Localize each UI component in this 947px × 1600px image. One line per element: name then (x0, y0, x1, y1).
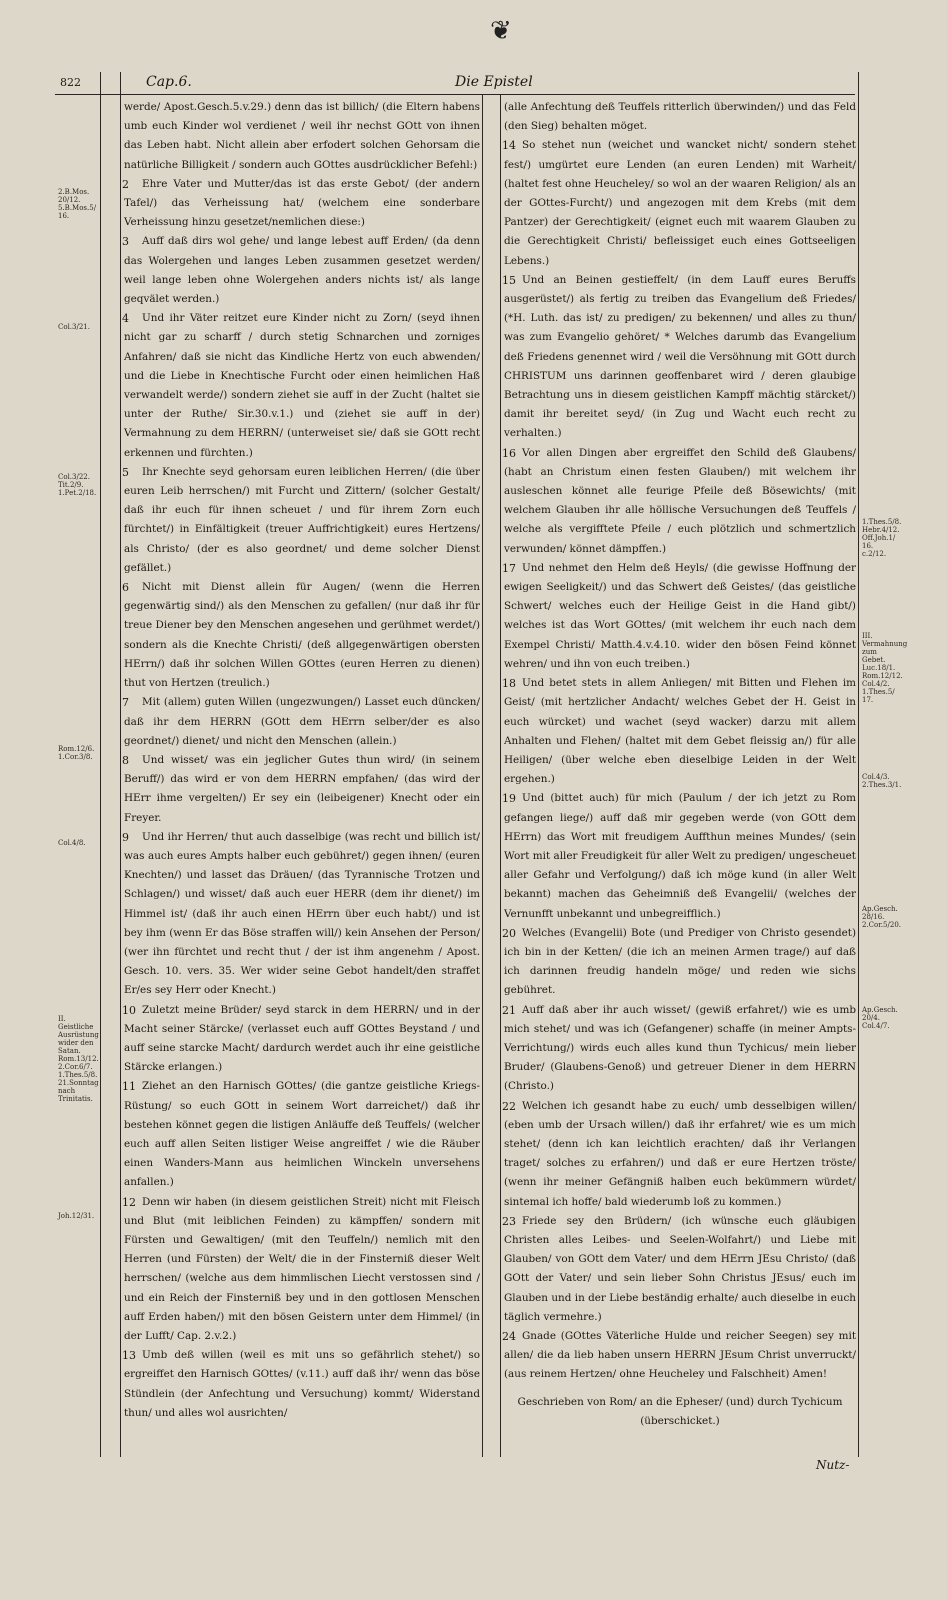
verse-paragraph (124, 578, 480, 693)
verse-number: 3 (122, 235, 129, 249)
verse-paragraph (124, 751, 480, 828)
running-title: Die Epistel (455, 74, 533, 90)
margin-note: Joh.12/31. (58, 1212, 95, 1220)
margin-note: Ap.Gesch. 20/4. Col.4/7. (862, 1006, 898, 1030)
verse-paragraph (124, 693, 480, 751)
verse-text: Ziehet an den Harnisch GOttes/ (die gantze geistliche Kriegs-Rüstung/ so euch GOtt in seinem Wort darreichet/) daß ihr bestehen könnet gegen die listigen Anläuffe deß Teuffels/ (welcher euch auff allen Seiten listiger Weise angreiffet / wie die Räuber einen Wanders-Mann aus heimlichen Winckeln unversehens anfallen.) (124, 1080, 480, 1189)
verse-text: Ehre Vater und Mutter/das ist das erste Gebot/ (der andern Tafel/) das Verheissung hat/ (welchem eine sonderbare Verheissung hinzu gesetzet/nemlichen diese:) (124, 177, 480, 229)
verse-number: 11 (122, 1080, 136, 1094)
verse-text: (alle Anfechtung deß Teuffels ritterlich überwinden/) und das Feld (den Sieg) behalten möget. (504, 101, 856, 133)
margin-note: Col.3/22. Tit.2/9. 1.Pet.2/18. (58, 473, 97, 497)
verse-text: Mit (allem) guten Willen (ungezwungen/) Lasset euch düncken/ daß ihr dem HERRN (GOtt dem HErrn selber/der es also geordnet/) dienet/ und nicht den Menschen (allein.) (124, 696, 480, 747)
verse-paragraph (504, 1212, 856, 1327)
verse-paragraph (504, 674, 856, 789)
margin-note: Col.3/21. (58, 323, 90, 331)
margin-note: Col.4/8. (58, 839, 86, 847)
page-number: 822 (60, 76, 81, 89)
header-rule (55, 94, 855, 95)
verse-number: 10 (122, 1003, 136, 1017)
verse-text: Friede sey den Brüdern/ (ich wünsche euch gläubigen Christen alles Leibes- und Seelen-Wolfahrt/) und Liebe mit Glauben/ von GOtt dem Vater/ und dem HErrn JEsu Christo/ (daß GOtt der Vater/ und sein lieber Sohn Christus JEsus/ euch im Glauben und in der Liebe beständig erhalte/ auch dieselbe in euch täglich vermehre.) (504, 1214, 856, 1323)
verse-paragraph (124, 463, 480, 578)
verse-number: 16 (502, 446, 516, 460)
verse-number: 4 (122, 312, 129, 326)
verse-paragraph (504, 559, 856, 674)
verse-number: 14 (502, 139, 516, 153)
verse-text: Und nehmet den Helm deß Heyls/ (die gewisse Hoffnung der ewigen Seeligkeit/) und das Schwert deß Geistes/ (das geistliche Schwert/ welches euch der Heilige Geist in die Hand gibt/) welches ist das Wort GOttes/ (mit welchem ihr euch nach dem Exempel Christi/ Matth.4.v.4.10. wider den bösen Feind könnet wehren/ und ihn von euch treiben.) (504, 561, 856, 670)
verse-paragraph (124, 309, 480, 463)
right-margin-rule (858, 72, 859, 1457)
verse-paragraph (504, 1097, 856, 1212)
verse-number: 8 (122, 753, 129, 767)
verse-number: 7 (122, 696, 129, 710)
verse-number: 9 (122, 830, 129, 844)
center-rule-a (482, 94, 483, 1457)
verse-paragraph (124, 175, 480, 233)
margin-note: II. Geistliche Ausrüstung wider den Satan. Rom.13/12. 2.Cor.6/7. 1.Thes.5/8. 21.Sonntag nach Trinitatis. (58, 1015, 99, 1103)
verse-number: 15 (502, 273, 516, 287)
verse-number: 23 (502, 1214, 516, 1228)
verse-number: 18 (502, 677, 516, 691)
center-rule-b (500, 94, 501, 1457)
verse-text: Umb deß willen (weil es mit uns so gefährlich stehet/) so ergreiffet den Harnisch GOttes/ (v.11.) auff daß ihr/ wenn das böse Stündlein (der Anfechtung und Versuchung) kommt/ Widerstand thun/ und alles wol ausrichten/ (124, 1349, 480, 1419)
verse-number: 17 (502, 561, 516, 575)
verse-number: 21 (502, 1003, 516, 1017)
verse-number: 12 (122, 1195, 136, 1209)
colophon: Geschrieben von Rom/ an die Epheser/ (und) durch Tychicum (überschicket.) (517, 1395, 843, 1427)
verse-text: Gnade (GOttes Väterliche Hulde und reicher Seegen) sey mit allen/ die da lieb haben unsern HERRN JEsum Christ unverruckt/ (aus reinem Hertzen/ ohne Heucheley und Falschheit) Amen! (504, 1330, 856, 1381)
margin-note: 2.B.Mos. 20/12. 5.B.Mos.5/ 16. (58, 188, 97, 220)
verse-text: Auff daß aber ihr auch wisset/ (gewiß erfahret/) wie es umb mich stehet/ und was ich (Gefangener) schaffe (in meiner Ampts-Verrichtung/) wirds euch alles kund thun Tychicus/ mein lieber Bruder/ (Glaubens-Genoß) und getreuer Diener in dem HERRN (Christo.) (504, 1003, 856, 1093)
verse-text: So stehet nun (weichet und wancket nicht/ sondern stehet fest/) umgürtet eure Lenden (an euren Lenden) mit Warheit/ (haltet fest ohne Heucheley/ so wol an der waaren Religion/ als an der GOttes-Furcht/) und angezogen mit dem Krebs (mit dem Pantzer) der Gerechtigkeit/ (eignet euch mit waarem Glauben zu die Gerechtigkeit Christi/ befleissiget euch eines Gottseeligen Lebens.) (504, 139, 856, 267)
verse-text: Und an Beinen gestieffelt/ (in dem Lauff eures Beruffs ausgerüstet/) als fertig zu treiben das Evangelium deß Friedes/ (*H. Luth. das ist/ zu predigen/ zu bekennen/ und alles zu thun/ was zum Evangelio gehöret/ * Welches darumb das Evangelium deß Friedens genennet wird / weil die Versöhnung mit GOtt durch CHRISTUM uns darinnen geoffenbaret wird / deren glaubige Betrachtung uns in diesem geistlichen Kampff mächtig stärcket/) damit ihr bereitet seyd/ (in Zug und Wacht euch recht zu verhalten.) (504, 273, 856, 440)
verse-paragraph (504, 136, 856, 270)
verse-number: 5 (122, 465, 129, 479)
verse-text: Und betet stets in allem Anliegen/ mit Bitten und Flehen im Geist/ (mit hertzlicher Andacht/ welches Gebet der H. Geist in euch würcket) und wachet (seyd wacker) darzu mit allem Anhalten und Flehen/ (haltet mit dem Gebet fleissig an/) für alle Heiligen/ (über welche eben dieselbige Leiden in der Welt ergehen.) (504, 677, 856, 786)
verse-paragraph (124, 98, 480, 175)
verse-number: 22 (502, 1099, 516, 1113)
verse-text: Denn wir haben (in diesem geistlichen Streit) nicht mit Fleisch und Blut (mit leiblichen Feinden) zu kämpffen/ sondern mit Fürsten und Gewaltigen/ (mit den Teuffeln/) nemlich mit den Herren (und Fürsten) der Welt/ die in der Finsterniß dieser Welt herrschen/ (welche aus dem himmlischen Liecht verstossen sind / und ein Reich der Finsterniß bey und in den gottlosen Menschen auff Erden haben/) mit den bösen Geistern unter dem Himmel/ (in der Lufft/ Cap. 2.v.2.) (124, 1195, 480, 1342)
verse-text: Zuletzt meine Brüder/ seyd starck in dem HERRN/ und in der Macht seiner Stärcke/ (verlasset euch auff GOttes Beystand / und auff seine starcke Macht/ dardurch werdet auch ihr eine geistliche Stärcke erlangen.) (124, 1003, 480, 1074)
verse-text: Und ihr Herren/ thut auch dasselbige (was recht und billich ist/ was auch eures Ampts halber euch gebühret/) gegen ihnen/ (euren Knechten/) und lasset das Dräuen/ (das Tyrannische Trotzen und Schlagen/) und wisset/ daß auch euer HERR (dem ihr dienet/) im Himmel ist/ (daß ihr auch einen HErrn über euch habt/) und ist bey ihm (wenn Er das Böse straffen will/) kein Ansehen der Person/ (wer ihn fürchtet und recht thut / der ist ihm angenehm / Apost. Gesch. 10. vers. 35. Wer wider seine Gebot handelt/den straffet Er/es sey Herr oder Knecht.) (124, 830, 480, 997)
verse-text: Und ihr Väter reitzet eure Kinder nicht zu Zorn/ (seyd ihnen nicht gar zu scharff / durch stetig Schnarchen und zorniges Anfahren/ daß sie nicht das Kindliche Hertz von euch abwenden/ und die Liebe in Knechtische Furcht oder einen heimlichen Haß verwandelt werde/) sondern ziehet sie auff in der Zucht (haltet sie unter der Ruthe/ Sir.30.v.1.) und (ziehet sie auff in der) Vermahnung zu dem HERRN/ (unterweiset sie/ daß sie GOtt recht erkennen und fürchten.) (124, 312, 480, 459)
running-header (60, 76, 860, 96)
verse-paragraph (504, 1001, 856, 1097)
right-text-column (504, 98, 856, 1431)
verse-number: 19 (502, 792, 516, 806)
verse-number: 20 (502, 926, 516, 940)
verse-paragraph (124, 828, 480, 1001)
chapter-label: Cap.6. (146, 74, 192, 90)
verse-text: Und (bittet auch) für mich (Paulum / der ich jetzt zu Rom gefangen liege/) auff daß mir gegeben werde (von GOtt dem HErrn) das Wort mit freudigem Auffthun meines Mundes/ (sein Wort mit aller Freudigkeit für aller Welt zu predigen/ ungescheuet aller Gefahr und Verfolgung/) daß ich möge kund (in aller Welt bekannt) machen das Geheimniß deß Evangelii/ (welches der Vernunfft unbekannt und unbegreifflich.) (504, 792, 856, 920)
verse-text: Welches (Evangelii) Bote (und Prediger von Christo gesendet) ich bin in der Ketten/ (die ich an meinen Armen trage/) auf daß ich darinnen freudig handeln möge/ und reden wie sichs gebühret. (504, 926, 856, 997)
verse-text: Vor allen Dingen aber ergreiffet den Schild deß Glaubens/ (habt an Christum einen festen Glauben/) mit welchem ihr ausleschen könnet alle feurige Pfeile deß Bösewichts/ (mit welchem Glauben ihr alle höllische Versuchungen deß Teuffels / welche als vergifftete Pfeile / euch plötzlich und schmertzlich verwunden/ könnet dämpffen.) (504, 446, 856, 555)
verse-text: Nicht mit Dienst allein für Augen/ (wenn die Herren gegenwärtig sind/) als den Menschen zu gefallen/ (nur daß ihr für treue Diener bey den Menschen angesehen und gerühmet werdet/) sondern als die Knechte Christi/ (deß allgegenwärtigen obersten HErrn/) daß ihr solchen Willen GOttes (euren Herren zu dienen) thut von Hertzen (treulich.) (124, 581, 480, 690)
margin-note: Rom.12/6. 1.Cor.3/8. (58, 745, 95, 761)
verse-paragraph (124, 232, 480, 309)
verse-paragraph (124, 1193, 480, 1347)
verse-paragraph (504, 444, 856, 559)
verse-paragraph (504, 271, 856, 444)
margin-note: Ap.Gesch. 28/16. 2.Cor.5/20. (862, 905, 901, 929)
verse-number: 6 (122, 581, 129, 595)
verse-number: 13 (122, 1349, 136, 1363)
verse-paragraph (124, 1346, 480, 1423)
verse-paragraph (124, 1077, 480, 1192)
verse-paragraph (504, 924, 856, 1001)
left-text-column (124, 98, 480, 1423)
verse-text: Welchen ich gesandt habe zu euch/ umb desselbigen willen/ (eben umb der Ursach willen/) daß ihr erfahret/ wie es um mich stehet/ (denn ich kan leichtlich erachten/ daß ihr Verlangen traget/ solches zu erfahren/) und daß er eure Hertzen tröste/ (wenn ihr meiner Gefängniß halben euch bekümmern würdet/ sintemal ich hoffe/ bald wiederumb loß zu kommen.) (504, 1099, 856, 1208)
catchword: Nutz- (816, 1458, 850, 1472)
verse-text: Auff daß dirs wol gehe/ und lange lebest auff Erden/ (da denn das Wolergehen und langes Leben zusammen gesetzet werden/ weil lange leben ohne Wolergehen anders nichts ist/ als lange geqvälet werden.) (124, 235, 480, 306)
verse-text: werde/ Apost.Gesch.5.v.29.) denn das ist billich/ (die Eltern habens umb euch Kinder wol verdienet / weil ihr nechst GOtt von ihnen das Leben habt. Nicht allein aber erfodert solchen Gehorsam die natürliche Billigkeit / sondern auch GOttes ausdrücklicher Befehl:) (124, 101, 480, 171)
verse-number: 24 (502, 1330, 516, 1343)
verse-paragraph (504, 98, 856, 136)
margin-note: 1.Thes.5/8. Hebr.4/12. Off.Joh.1/ 16. c.2/12. (862, 518, 902, 558)
verse-paragraph (504, 1327, 856, 1385)
verse-text: Und wisset/ was ein jeglicher Gutes thun wird/ (in seinem Beruff/) das wird er von dem HERRN empfahen/ (das wird der HErr ihme vergelten/) Er sey ein (leibeigener) Knecht oder ein Freyer. (124, 753, 480, 824)
printer-ornament-icon: ❦ (490, 16, 512, 46)
verse-paragraph (504, 789, 856, 923)
margin-note: III. Vermahnung zum Gebet. Luc.18/1. Rom.12/12. Col.4/2. 1.Thes.5/ 17. (862, 632, 908, 704)
margin-note: Col.4/3. 2.Thes.3/1. (862, 773, 902, 789)
verse-text: Ihr Knechte seyd gehorsam euren leiblichen Herren/ (die über euren Leib herrschen/) mit Furcht und Zittern/ (solcher Gestalt/ daß ihr euch für ihnen scheuet / und für ihrem Zorn euch fürchtet/) in Einfältigkeit (treuer Auffrichtigkeit) eures Hertzens/ als Christo/ (der es also geordnet/ und deme solcher Dienst gefället.) (124, 465, 480, 574)
left-margin-rule (100, 72, 101, 1457)
verse-number: 2 (122, 177, 129, 191)
verse-paragraph (124, 1001, 480, 1078)
